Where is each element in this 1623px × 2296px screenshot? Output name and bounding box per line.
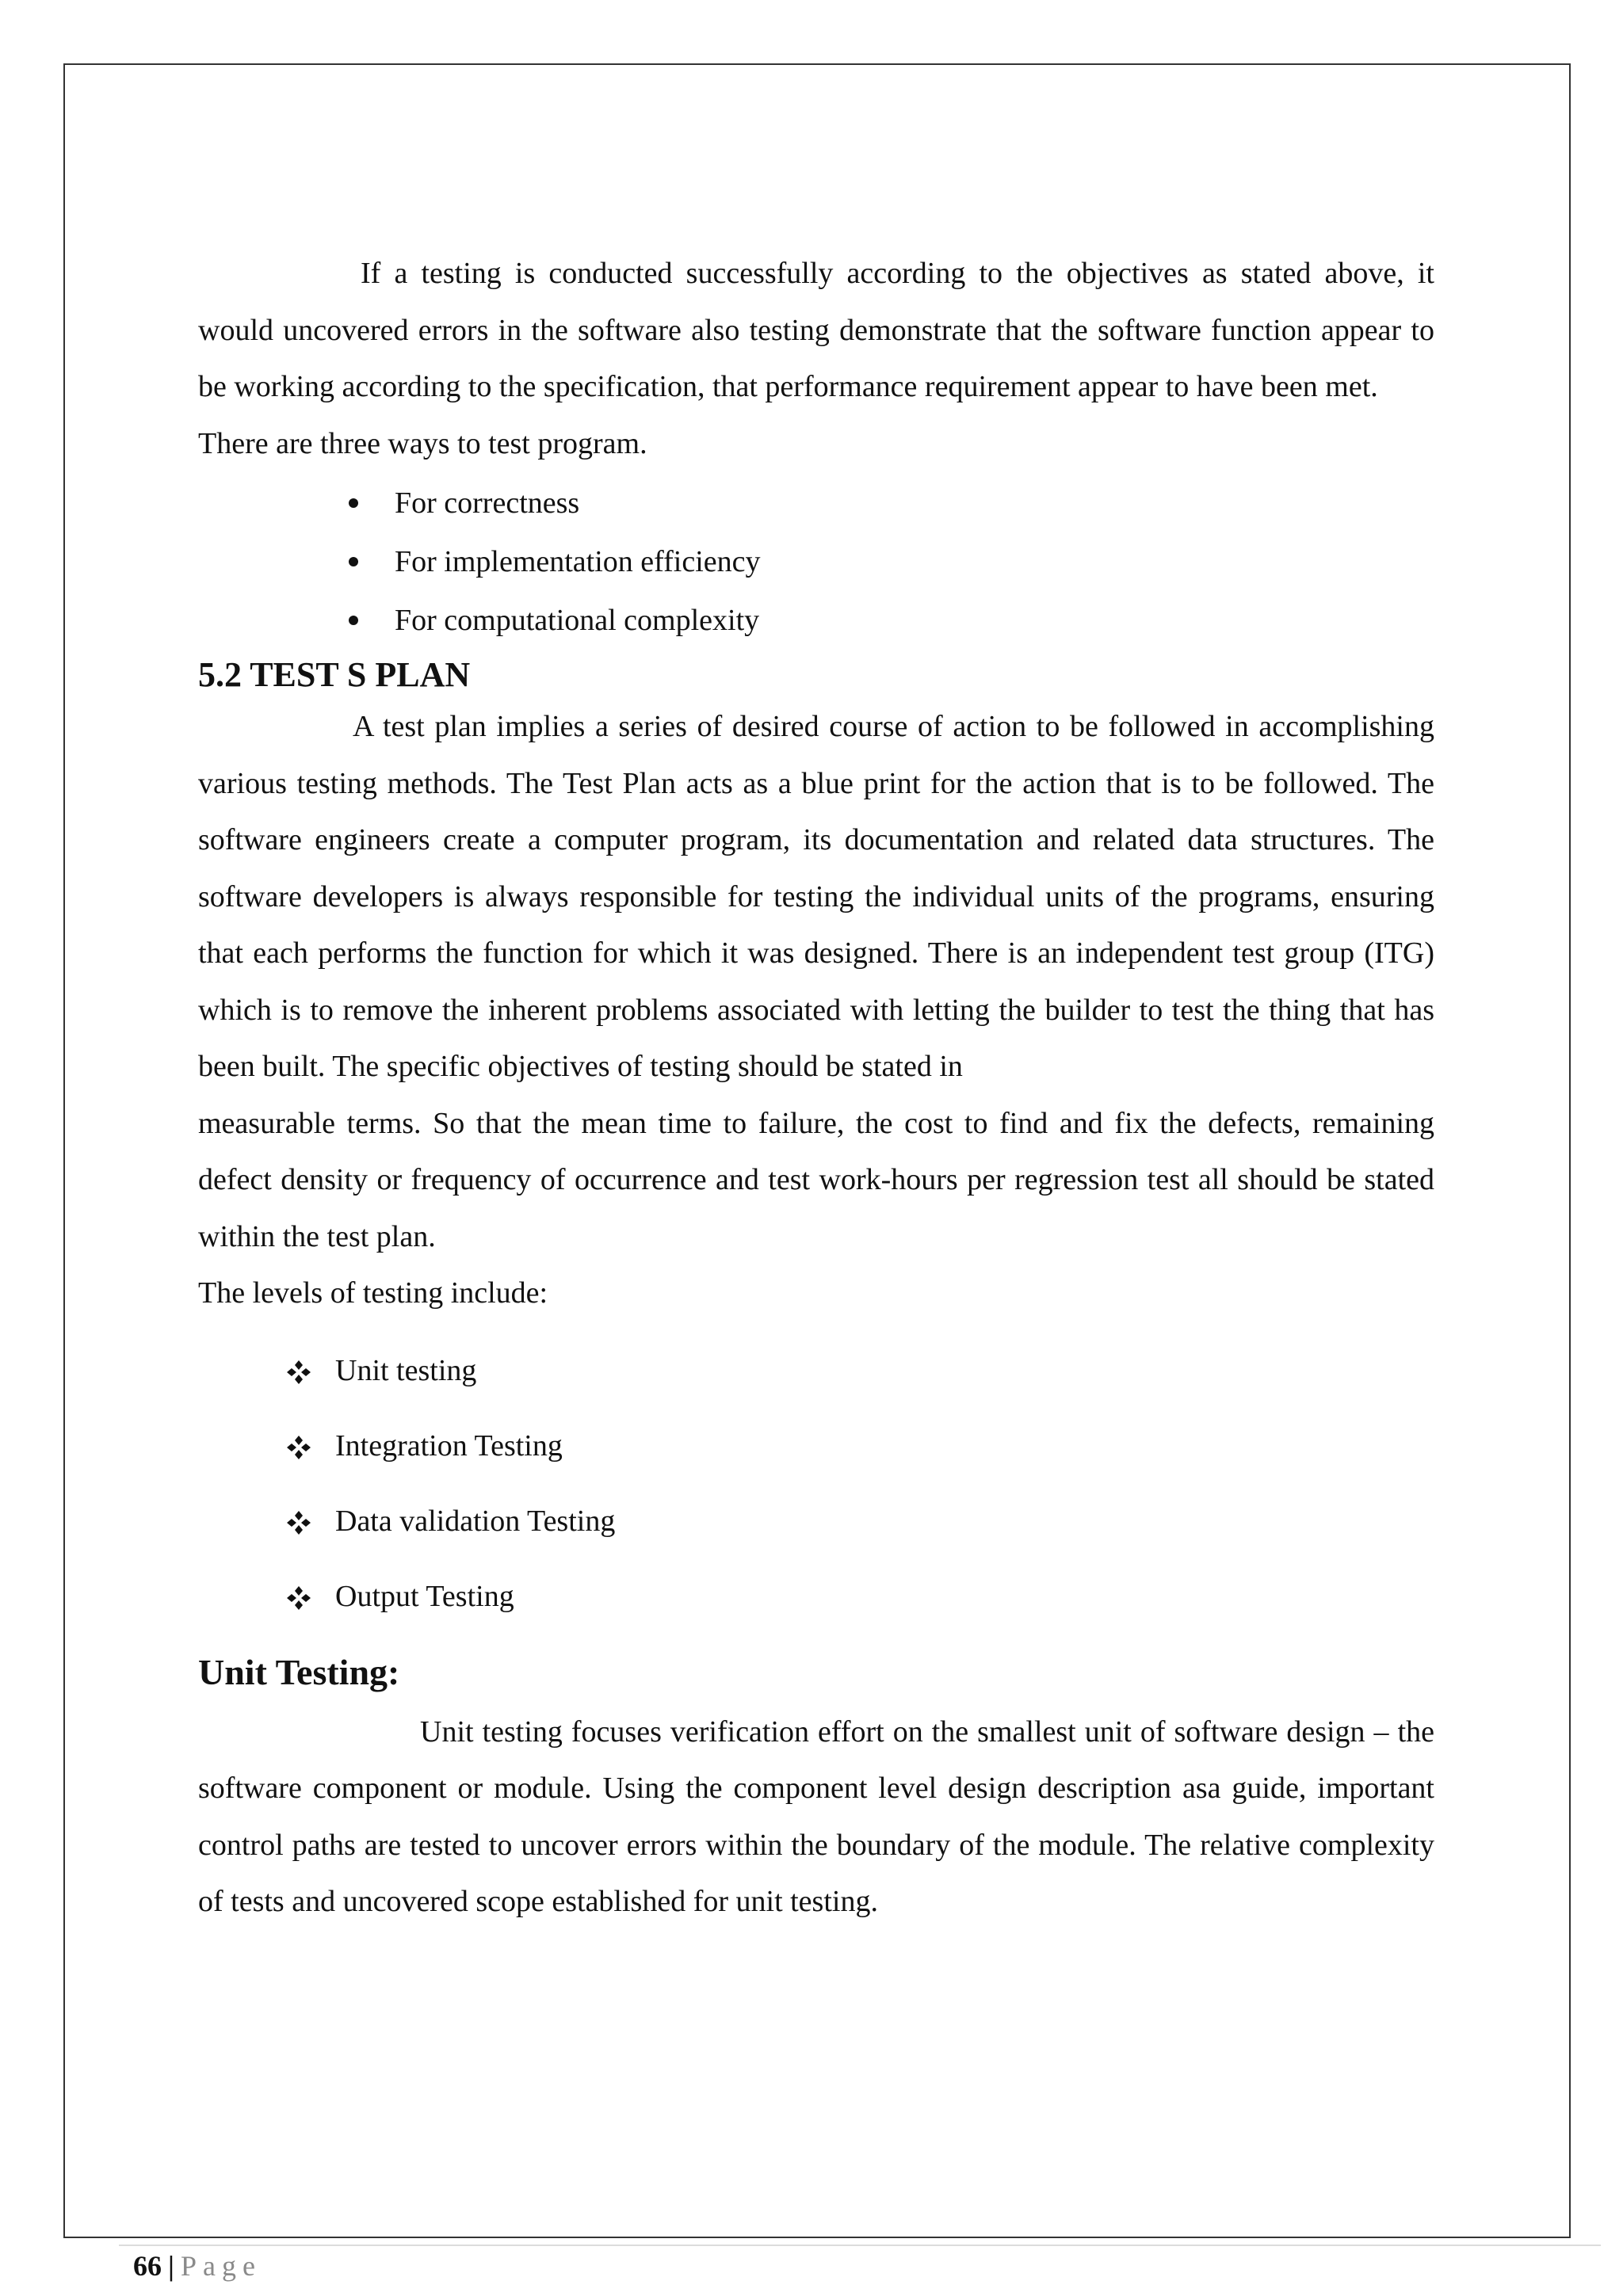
page-footer [133, 2248, 262, 2283]
list-item [198, 1409, 1434, 1484]
list-item [198, 532, 1434, 591]
list-item [198, 1333, 1434, 1409]
footer-separator: | [168, 2250, 174, 2282]
levels-intro: The levels of testing include: [198, 1276, 548, 1310]
list-item [198, 591, 1434, 650]
four-diamond-bullet-icon [285, 1359, 312, 1386]
levels-list [198, 1333, 1434, 1634]
four-diamond-bullet-icon [285, 1585, 312, 1611]
ways-list [198, 474, 1434, 650]
list-item-text: For correctness [395, 486, 580, 520]
test-plan-paragraph-2: measurable terms. So that the mean time to failure, the cost to find and fix the defects, remaining defect density or frequency of occurrence and test work-hours per regression test all should be stated within the test plan. [198, 1106, 1434, 1253]
list-item-text: Integration Testing [335, 1428, 563, 1463]
bullet-icon [349, 616, 358, 625]
intro-paragraph: If a testing is conducted successfully according to the objectives as stated above, it would uncovered errors in the software also testing demonstrate that the software function appear to be working according to the specification, that performance requirement appear to have been met. [198, 257, 1434, 403]
page-number: 66 [133, 2250, 162, 2282]
bullet-icon [349, 557, 358, 566]
unit-testing-paragraph: Unit testing focuses verification effort on the smallest unit of software design – the software component or module. Using the component level design description asa guide, important control paths are tested to uncover errors within the boundary of the module. The relative complexity of tests and uncovered scope established for unit testing. [198, 1714, 1434, 1918]
test-plan-paragraph-1: A test plan implies a series of desired course of action to be followed in accomplishing various testing methods. The Test Plan acts as a blue print for the action that is to be followed. The software engineers create a computer program, its documentation and related data structures. The software developers is always responsible for testing the individual units of the programs, ensuring that each performs the function for which it was designed. There is an independent test group (ITG) which is to remove the inherent problems associated with letting the builder to test the thing that has been built. The specific objectives of testing should be stated in [198, 710, 1434, 1083]
four-diamond-bullet-icon [285, 1509, 312, 1536]
list-item-text: For implementation efficiency [395, 545, 761, 578]
list-item-text: Output Testing [335, 1579, 514, 1613]
list-item [198, 1559, 1434, 1634]
footer-divider [119, 2245, 1601, 2246]
ways-intro: There are three ways to test program. [198, 426, 647, 460]
list-item [198, 1484, 1434, 1559]
list-item-text: For computational complexity [395, 604, 760, 637]
list-item [198, 474, 1434, 532]
bullet-icon [349, 498, 358, 508]
list-item-text: Data validation Testing [335, 1504, 616, 1538]
four-diamond-bullet-icon [285, 1434, 312, 1461]
section-heading-test-plan: 5.2 TEST S PLAN [198, 655, 471, 694]
page-label: Page [180, 2250, 262, 2282]
list-item-text: Unit testing [335, 1353, 477, 1387]
page-content [198, 246, 1434, 1931]
section-heading-unit-testing: Unit Testing: [198, 1651, 400, 1692]
